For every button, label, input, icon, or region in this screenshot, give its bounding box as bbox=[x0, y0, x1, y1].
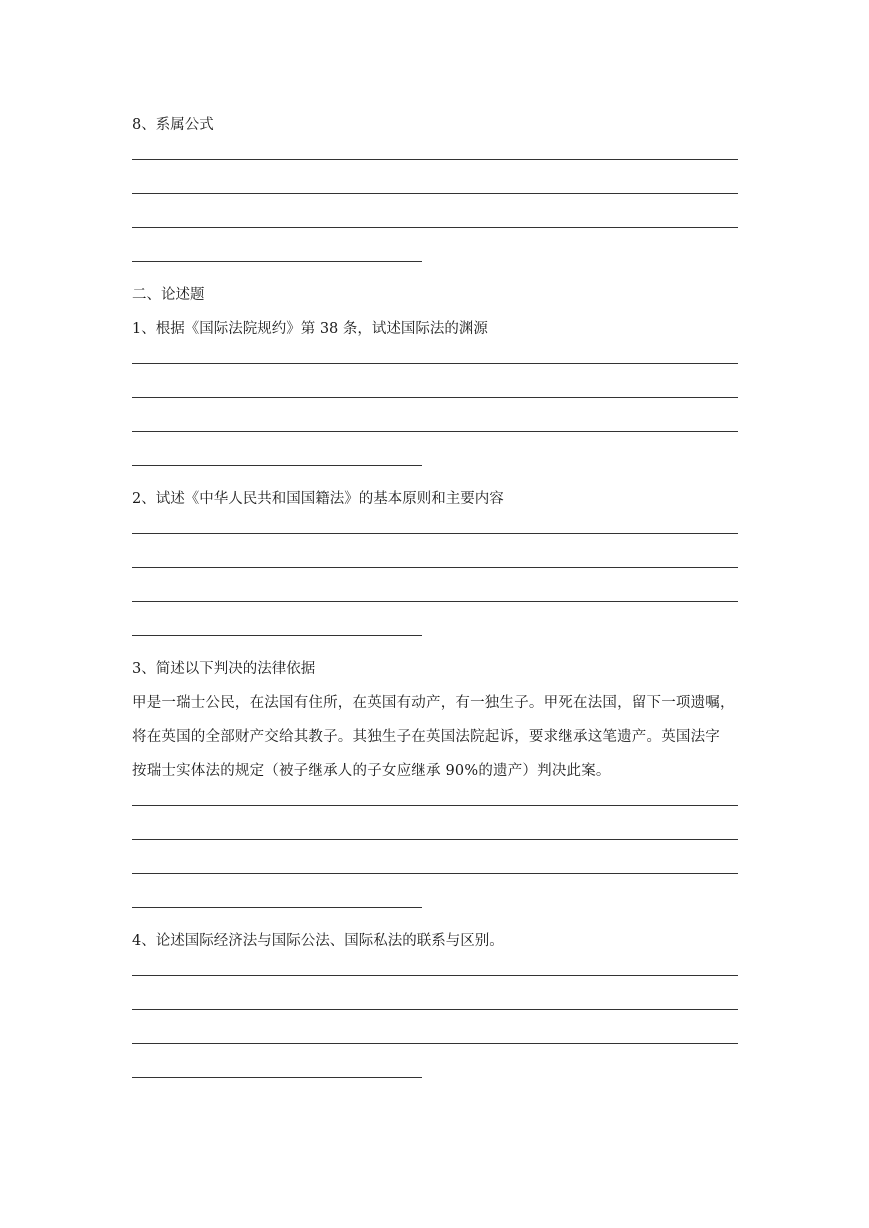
answer-line bbox=[132, 414, 738, 448]
answer-line bbox=[132, 550, 738, 584]
case-text-line: 将在英国的全部财产交给其教子。其独生子在英国法院起诉，要求继承这笔遗产。英国法字 bbox=[132, 729, 720, 745]
answer-line bbox=[132, 788, 738, 822]
question-2-title: 2、试述《中华人民共和国国籍法》的基本原则和主要内容 bbox=[132, 491, 504, 507]
answer-line bbox=[132, 1026, 738, 1060]
case-text-line: 甲是一瑞士公民，在法国有住所，在英国有动产，有一独生子。甲死在法国，留下一项遗嘱， bbox=[132, 695, 735, 711]
answer-line bbox=[132, 992, 738, 1026]
question-8-title: 8、系属公式 bbox=[132, 117, 214, 133]
section-heading: 二、论述题 bbox=[132, 287, 205, 303]
answer-line bbox=[132, 210, 738, 244]
answer-line bbox=[132, 380, 738, 414]
question-3-case-text bbox=[132, 686, 738, 788]
answer-line-short bbox=[132, 1060, 738, 1094]
answer-line bbox=[132, 958, 738, 992]
page-content bbox=[132, 108, 738, 1094]
answer-line-short bbox=[132, 244, 738, 278]
case-text-line: 按瑞士实体法的规定（被子继承人的子女应继承 90%的遗产）判决此案。 bbox=[132, 763, 611, 779]
answer-line bbox=[132, 176, 738, 210]
answer-line bbox=[132, 142, 738, 176]
answer-line bbox=[132, 856, 738, 890]
answer-line-short bbox=[132, 618, 738, 652]
answer-line bbox=[132, 584, 738, 618]
answer-line bbox=[132, 822, 738, 856]
answer-line-short bbox=[132, 448, 738, 482]
answer-line bbox=[132, 516, 738, 550]
answer-line-short bbox=[132, 890, 738, 924]
question-4-title: 4、论述国际经济法与国际公法、国际私法的联系与区别。 bbox=[132, 933, 504, 949]
question-1-title: 1、根据《国际法院规约》第 38 条，试述国际法的渊源 bbox=[132, 321, 488, 337]
question-3-title: 3、简述以下判决的法律依据 bbox=[132, 661, 316, 677]
answer-line bbox=[132, 346, 738, 380]
